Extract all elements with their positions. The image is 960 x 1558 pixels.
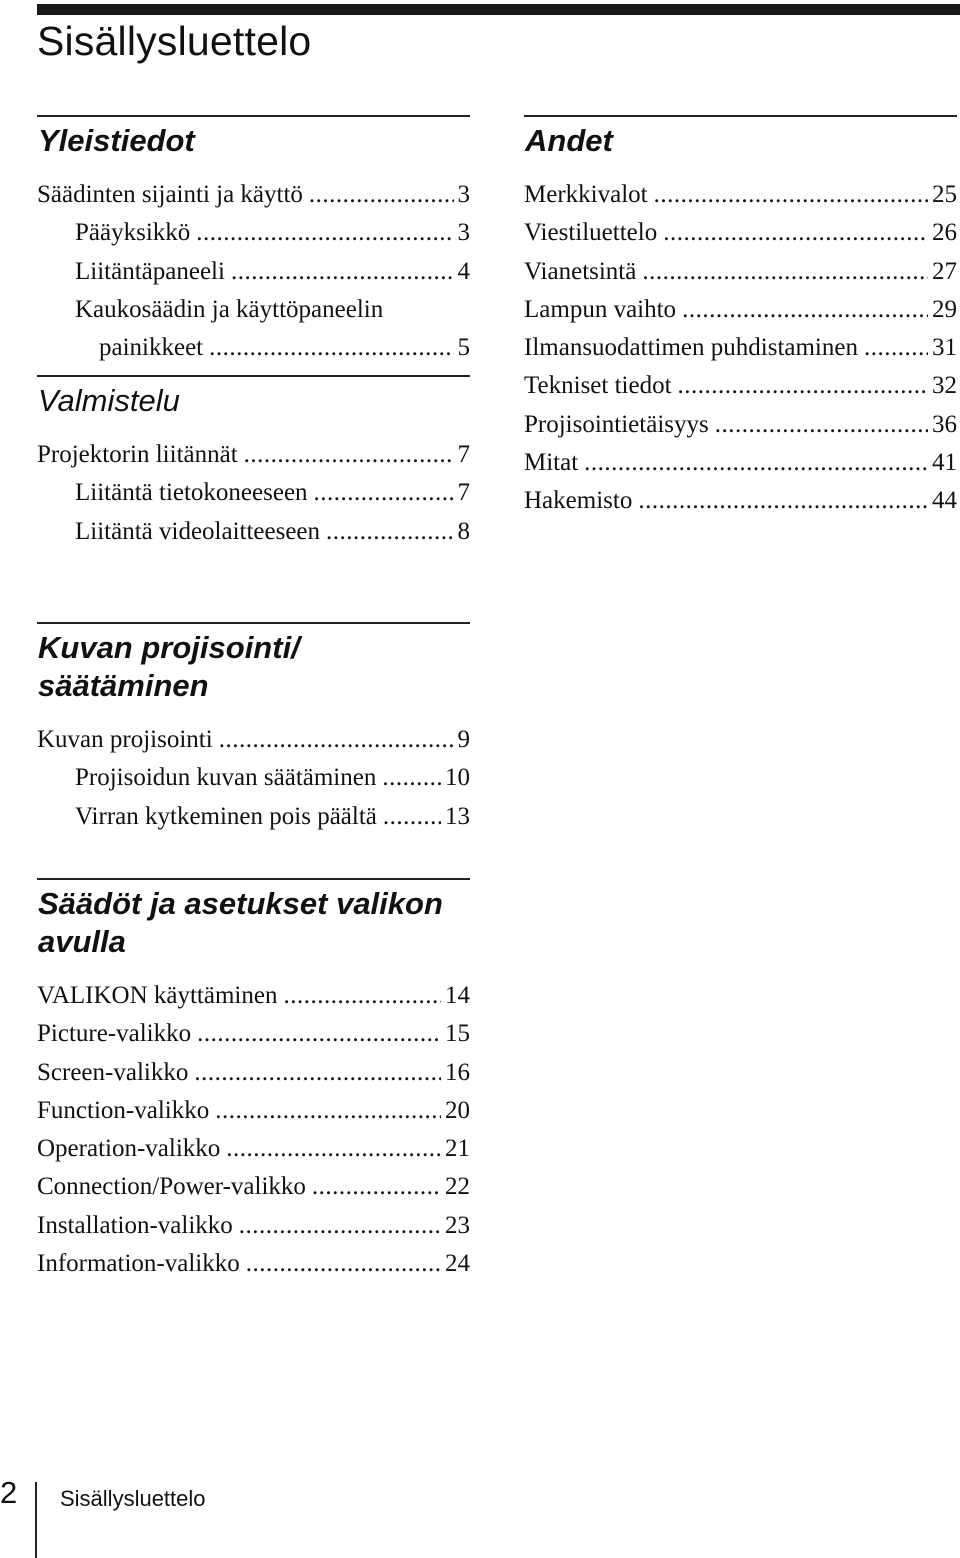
toc-entry[interactable]: Vianetsintä ..... 27 xyxy=(524,253,957,291)
toc-entry[interactable]: Function-valikko ..... 20 xyxy=(37,1092,470,1130)
page-number: 7 xyxy=(457,441,470,468)
dot-leader xyxy=(382,759,441,797)
section-divider xyxy=(524,115,957,117)
page-number: 16 xyxy=(445,1058,470,1086)
footer-divider xyxy=(35,1482,37,1558)
section-andet xyxy=(524,115,957,521)
section-divider xyxy=(37,878,470,880)
page-number: 20 xyxy=(445,1096,470,1124)
page-number: 9 xyxy=(457,726,470,753)
toc-entry[interactable]: Connection/Power-valikko ..... 22 xyxy=(37,1168,470,1206)
dot-leader xyxy=(654,176,928,214)
toc-entry[interactable]: Pääyksikkö ..... 3 xyxy=(37,214,470,252)
page-number: 24 xyxy=(445,1250,470,1278)
toc-entry[interactable]: Ilmansuodattimen puhdistaminen ..... 31 xyxy=(524,329,957,367)
toc-entry[interactable]: Merkkivalot ..... 25 xyxy=(524,176,957,214)
toc-entry[interactable]: Viestiluettelo ..... 26 xyxy=(524,214,957,252)
dot-leader xyxy=(314,474,454,512)
dot-leader xyxy=(196,214,453,252)
page-number: 36 xyxy=(932,410,957,438)
dot-leader xyxy=(383,798,441,836)
toc-entry[interactable]: Kaukosäädin ja käyttöpaneelin xyxy=(75,295,384,323)
dot-leader xyxy=(678,367,928,405)
toc-entry[interactable]: Liitäntäpaneeli ..... 4 xyxy=(37,253,470,291)
toc-entry[interactable]: Liitäntä tietokoneeseen ..... 7 xyxy=(37,474,470,512)
page-number: 5 xyxy=(457,334,470,362)
dot-leader xyxy=(244,436,454,474)
section-divider xyxy=(37,115,470,117)
section-valmistelu xyxy=(37,375,470,551)
section-saadot-ja-asetukset xyxy=(37,878,470,1283)
toc-entry[interactable]: Operation-valikko ..... 21 xyxy=(37,1130,470,1168)
dot-leader xyxy=(209,329,453,367)
section-heading: Valmistelu xyxy=(38,383,180,418)
page-number: 26 xyxy=(932,219,957,247)
page-number: 8 xyxy=(457,517,470,545)
page-number: 4 xyxy=(457,257,470,285)
page-number: 21 xyxy=(445,1135,470,1163)
dot-leader xyxy=(215,1092,441,1130)
toc-entry[interactable]: Tekniset tiedot ..... 32 xyxy=(524,367,957,405)
toc-entry[interactable]: Picture-valikko ..... 15 xyxy=(37,1015,470,1053)
toc-entry[interactable]: Säädinten sijainti ja käyttö ..... 3 xyxy=(37,176,470,214)
section-heading: Säädöt ja asetukset valikon avulla xyxy=(38,886,443,959)
toc-entry[interactable]: Hakemisto ..... 44 xyxy=(524,482,957,520)
dot-leader xyxy=(864,329,928,367)
page-number: 14 xyxy=(445,982,470,1009)
section-heading: Kuvan projisointi/ säätäminen xyxy=(38,630,300,703)
dot-leader xyxy=(715,406,928,444)
page-number: 31 xyxy=(932,334,957,362)
toc-entry[interactable]: Projisointietäisyys ..... 36 xyxy=(524,406,957,444)
dot-leader xyxy=(326,513,453,551)
page-number: 25 xyxy=(932,181,957,208)
footer-label: Sisällysluettelo xyxy=(60,1486,206,1511)
toc-entry[interactable]: Kuvan projisointi ..... 9 xyxy=(37,721,470,759)
dot-leader xyxy=(219,721,454,759)
dot-leader xyxy=(312,1168,441,1206)
page-number: 41 xyxy=(932,449,957,477)
page-number: 32 xyxy=(932,372,957,400)
dot-leader xyxy=(246,1245,441,1283)
page-title: Sisällysluettelo xyxy=(37,18,312,64)
section-heading: Yleistiedot xyxy=(38,123,195,158)
page-number: 3 xyxy=(457,181,470,208)
dot-leader xyxy=(638,482,928,520)
page-number: 7 xyxy=(457,479,470,507)
page-number: 13 xyxy=(445,802,470,830)
header-bar xyxy=(37,4,960,15)
toc-entry[interactable]: Projektorin liitännät ..... 7 xyxy=(37,436,470,474)
toc-entry[interactable]: Virran kytkeminen pois päältä ..... 13 xyxy=(37,798,470,836)
dot-leader xyxy=(642,253,928,291)
section-yleistiedot xyxy=(37,115,470,367)
toc-entry[interactable]: painikkeet ..... 5 xyxy=(37,329,470,367)
dot-leader xyxy=(197,1015,441,1053)
toc-entry[interactable]: Installation-valikko ..... 23 xyxy=(37,1207,470,1245)
toc-entry[interactable]: Information-valikko ..... 24 xyxy=(37,1245,470,1283)
page-number: 3 xyxy=(457,219,470,247)
toc-entry[interactable]: Liitäntä videolaitteeseen ..... 8 xyxy=(37,513,470,551)
toc-entry[interactable]: Screen-valikko ..... 16 xyxy=(37,1054,470,1092)
dot-leader xyxy=(584,444,928,482)
page-number: 10 xyxy=(445,764,470,792)
footer-page-number: 2 xyxy=(0,1475,18,1510)
dot-leader xyxy=(682,291,928,329)
dot-leader xyxy=(194,1054,441,1092)
section-heading: Andet xyxy=(525,123,613,158)
dot-leader xyxy=(663,214,928,252)
page-number: 15 xyxy=(445,1020,470,1048)
dot-leader xyxy=(283,977,441,1015)
section-divider xyxy=(37,375,470,377)
toc-entry[interactable]: Lampun vaihto ..... 29 xyxy=(524,291,957,329)
dot-leader xyxy=(231,253,454,291)
page-number: 23 xyxy=(445,1211,470,1239)
dot-leader xyxy=(309,176,454,214)
toc-entry[interactable]: Projisoidun kuvan säätäminen ..... 10 xyxy=(37,759,470,797)
toc-entry[interactable]: VALIKON käyttäminen ..... 14 xyxy=(37,977,470,1015)
dot-leader xyxy=(226,1130,441,1168)
section-kuvan-projisointi xyxy=(37,622,470,836)
page-number: 44 xyxy=(932,487,957,515)
page-number: 29 xyxy=(932,295,957,323)
page-number: 22 xyxy=(445,1173,470,1201)
toc-entry[interactable]: Mitat ..... 41 xyxy=(524,444,957,482)
section-divider xyxy=(37,622,470,624)
page-number: 27 xyxy=(932,257,957,285)
dot-leader xyxy=(239,1207,441,1245)
